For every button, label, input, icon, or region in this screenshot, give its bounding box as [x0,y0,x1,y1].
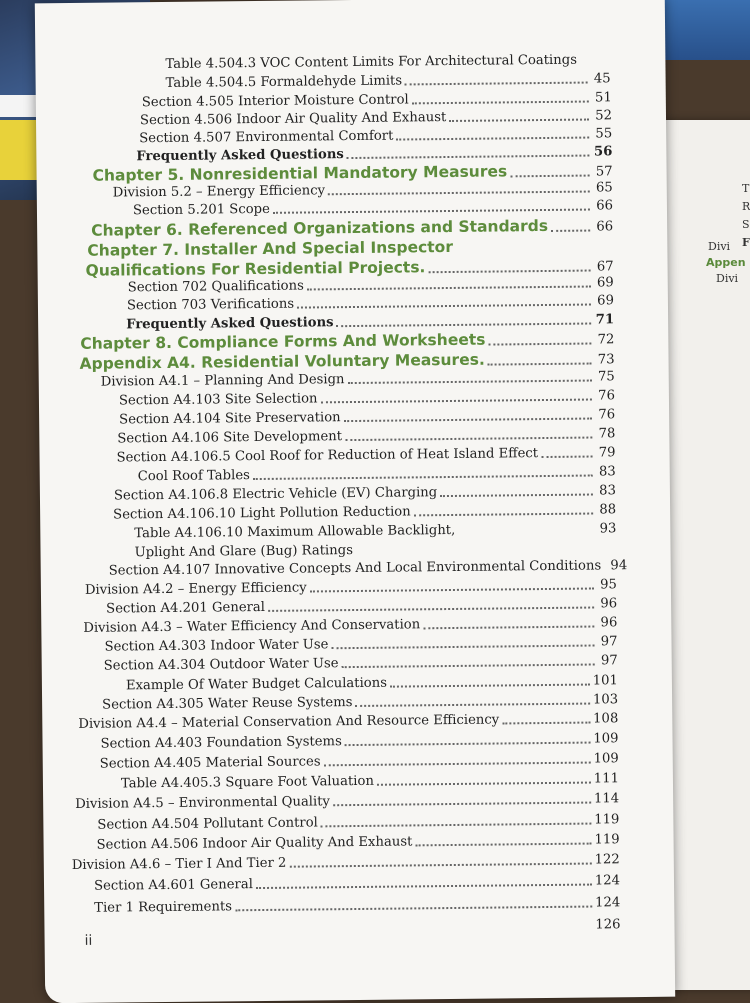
book-page [35,0,675,1003]
toc-entry: Section A4.106 Site Development 78 [117,426,616,447]
toc-entry: Section A4.303 Indoor Water Use 97 [104,634,618,655]
toc-entry: Section A4.201 General 96 [106,596,618,617]
toc-entry: Frequently Asked Questions 56 [136,144,613,165]
toc-entry: Section A4.403 Foundation Systems 109 [100,731,619,752]
toc-entry: Section A4.106.5 Cool Roof for Reduction of Heat Island Effect 79 [116,445,616,466]
toc-entry: Table A4.106.10 Maximum Allowable Backlight, 93 [134,521,617,542]
toc-entry: Section A4.304 Outdoor Water Use 97 [103,653,618,674]
toc-entry: Cool Roof Tables 83 [137,464,616,485]
toc-entry: Example Of Water Budget Calculations 101 [125,673,618,694]
toc-entry: Section 4.506 Indoor Air Quality And Exhaust 52 [139,108,613,129]
toc-entry: Uplight And Glare (Bug) Ratings [134,543,354,561]
toc-entry: Section 5.201 Scope 66 [132,198,614,219]
toc-entry: Division 5.2 – Energy Efficiency 65 [112,180,613,201]
toc-entry: Section 702 Qualifications 69 [127,275,614,296]
toc-entry: 126 [595,917,621,933]
toc-entry: Section A4.504 Pollutant Control 119 [97,812,620,833]
toc-entry: Section A4.106.8 Electric Vehicle (EV) Charging 83 [113,483,616,504]
toc-chapter: Qualifications For Residential Projects. 67 [85,258,614,280]
toc-chapter: Appendix A4. Residential Voluntary Measures. 73 [79,350,615,373]
toc-entry: Table 4.504.5 Formaldehyde Limits 45 [165,71,611,91]
toc-entry: Division A4.1 – Planning And Design 75 [100,369,615,390]
toc-entry: Division A4.4 – Material Conservation And Resource Efficiency 108 [78,711,619,732]
toc-entry: Section 4.507 Environmental Comfort 55 [139,126,613,147]
adjacent-page-fragment: Divi [708,240,731,253]
toc-entry: Section A4.601 General 124 [93,873,621,894]
toc-chapter: Chapter 5. Nonresidential Mandatory Measures 57 [92,162,613,185]
toc-entry: Section A4.405 Material Sources 109 [99,751,619,772]
toc-entry: Section 703 Verifications 69 [126,293,615,314]
toc-entry: Tier 1 Requirements 124 [94,895,621,916]
toc-entry: Division A4.2 – Energy Efficiency 95 [84,577,617,598]
adjacent-page-fragment: S [742,218,750,231]
adjacent-page-fragment: T [742,182,750,195]
adjacent-page-fragment: Appen [706,256,746,269]
toc-entry: Division A4.6 – Tier I And Tier 2 122 [71,852,620,873]
adjacent-page-fragment: F [742,236,750,249]
toc-entry: Division A4.5 – Environmental Quality 114 [75,791,620,812]
toc-entry: Section A4.103 Site Selection 76 [118,388,616,409]
toc-entry: Section A4.106.10 Light Pollution Reduction 88 [113,502,617,523]
toc-chapter: Chapter 7. Installer And Special Inspector [87,237,454,260]
toc-entry: Section A4.305 Water Reuse Systems 103 [102,692,619,713]
toc-entry: Table A4.405.3 Square Foot Valuation 111 [120,771,620,792]
toc-chapter: Chapter 6. Referenced Organizations and Standards 66 [91,216,614,240]
toc-entry: Section 4.505 Interior Moisture Control 51 [141,90,612,111]
toc-entry: Section A4.506 Indoor Air Quality And Exhaust 119 [96,832,620,853]
toc-entry: Division A4.3 – Water Efficiency And Conservation 96 [83,615,618,636]
adjacent-page-fragment: Divi [716,272,739,285]
toc-chapter: Chapter 8. Compliance Forms And Worksheets 72 [80,330,615,353]
adjacent-page-fragment: R [742,200,750,213]
toc-entry: Section A4.104 Site Preservation 76 [119,407,616,428]
toc-entry: Table 4.504.3 VOC Content Limits For Architectural Coatings [165,52,578,72]
table-of-contents [35,0,675,1003]
page-number: ii [84,932,93,949]
toc-entry: Section A4.107 Innovative Concepts And Local Environmental Conditions 94 [108,558,628,579]
toc-entry: Frequently Asked Questions 71 [126,312,615,333]
